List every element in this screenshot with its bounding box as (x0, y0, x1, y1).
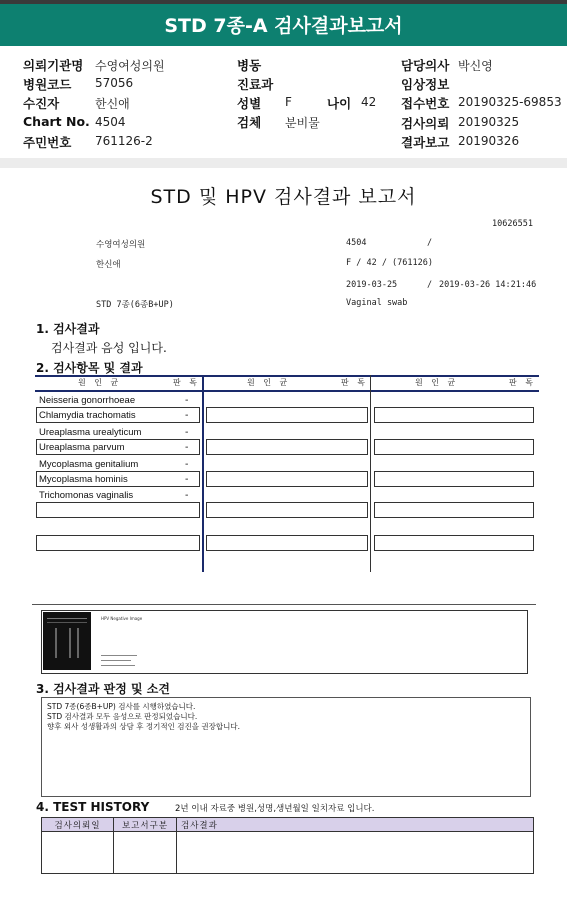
section-3-title: 3. 검사결과 판정 및 소견 (36, 682, 170, 696)
comment-box (41, 697, 531, 797)
hpv-image-thumbnail (43, 612, 91, 670)
empty-row-box (206, 407, 368, 423)
empty-row-box (206, 535, 368, 551)
history-cell (42, 832, 114, 874)
request-value: 20190325 (458, 115, 520, 129)
table-divider-2 (370, 375, 371, 572)
doc-slash: / (427, 238, 433, 248)
empty-row-box (374, 407, 534, 423)
specimen-label: 검체 (237, 115, 262, 130)
section-4-note: 2년 이내 자료중 병원,성명,생년월일 일치자료 입니다. (175, 804, 375, 814)
section-2-title: 2. 검사항목 및 결과 (36, 361, 143, 375)
patient-info-panel (0, 46, 567, 158)
doc-clinic: 수영여성의원 (96, 240, 146, 250)
empty-row-box (374, 439, 534, 455)
specimen-value: 분비물 (285, 116, 320, 130)
receipt-label: 접수번호 (401, 96, 450, 111)
history-header-request-date: 검사의뢰일 (42, 818, 114, 832)
test-name-7: Trichomonas vaginalis (39, 490, 134, 501)
document-id: 10626551 (492, 219, 533, 229)
hospital-code-value: 57056 (95, 76, 134, 90)
dept-label: 진료과 (237, 77, 274, 92)
test-name-4: Ureaplasma parvum (39, 442, 125, 453)
section-4-title: 4. TEST HISTORY (36, 800, 150, 814)
th-result-1: 판 독 (173, 378, 200, 387)
doc-patient: 한신애 (96, 260, 121, 270)
report-title-bar (0, 0, 567, 46)
sex-label: 성별 (237, 96, 262, 111)
comment-line-3: 향후 외사 성생활과의 상담 후 정기적인 검진을 권장합니다. (47, 722, 240, 731)
th-result-3: 판 독 (509, 378, 536, 387)
test-history-table (41, 817, 534, 874)
doc-date-to: 2019-03-26 14:21:46 (439, 280, 537, 290)
clinical-label: 임상정보 (401, 77, 450, 92)
ward-label: 병동 (237, 58, 262, 73)
report-date-label: 결과보고 (401, 135, 450, 150)
doc-date-sep: / (427, 280, 433, 290)
th-item-1: 원 인 균 (78, 378, 122, 387)
document-title: STD 및 HPV 검사결과 보고서 (150, 186, 417, 208)
test-result-5: - (185, 459, 189, 470)
table-header-line (35, 390, 539, 392)
empty-row-box (374, 471, 534, 487)
institution-value: 수영여성의원 (95, 59, 165, 73)
empty-row-box (36, 502, 200, 518)
ssn-label: 주민번호 (23, 135, 72, 150)
empty-row-box (206, 502, 368, 518)
section-gap (0, 158, 567, 168)
th-result-2: 판 독 (341, 378, 368, 387)
empty-row-box (374, 535, 534, 551)
table-divider-1 (202, 375, 204, 572)
patient-value: 한신애 (95, 97, 130, 111)
doctor-value: 박신영 (458, 59, 493, 73)
age-label: 나이 (327, 96, 352, 111)
history-cell (177, 832, 534, 874)
test-result-4: - (185, 442, 189, 453)
comment-line-1: STD 7종(6종B+UP) 검사를 시행하였습니다. (47, 702, 196, 711)
image-legend-line (101, 660, 131, 661)
test-name-2: Chlamydia trachomatis (39, 410, 136, 421)
empty-row-box (374, 502, 534, 518)
doc-specimen: Vaginal swab (346, 298, 408, 308)
th-item-3: 원 인 균 (415, 378, 459, 387)
test-result-2: - (185, 410, 189, 421)
receipt-value: 20190325-69853 (458, 95, 562, 109)
sex-value: F (285, 95, 292, 109)
report-date-value: 20190326 (458, 134, 520, 148)
comment-line-2: STD 검사결과 모두 음성으로 판정되었습니다. (47, 712, 198, 721)
test-name-3: Ureaplasma urealyticum (39, 427, 142, 438)
patient-label: 수진자 (23, 96, 60, 111)
empty-row-box (206, 471, 368, 487)
doctor-label: 담당의사 (401, 58, 450, 73)
test-name-5: Mycoplasma genitalium (39, 459, 139, 470)
image-caption: HPV Negative Image (101, 616, 143, 621)
doc-sex-age: F / 42 / (761126) (346, 258, 433, 268)
section-1-title: 1. 검사결과 (36, 322, 100, 336)
chart-value: 4504 (95, 115, 126, 129)
request-label: 검사의뢰 (401, 116, 450, 131)
age-value: 42 (361, 95, 377, 109)
test-name-6: Mycoplasma hominis (39, 474, 128, 485)
chart-label: Chart No. (23, 114, 90, 129)
th-item-2: 원 인 균 (247, 378, 291, 387)
image-legend-line (101, 665, 135, 666)
empty-row-box (206, 439, 368, 455)
doc-chart-no: 4504 (346, 238, 367, 248)
test-result-6: - (185, 474, 189, 485)
table-row (42, 832, 534, 874)
test-result-1: - (185, 395, 189, 406)
empty-row-box (36, 535, 200, 551)
ssn-value: 761126-2 (95, 134, 153, 148)
history-header-result: 검사결과 (177, 818, 534, 832)
doc-test-name: STD 7종(6종B+UP) (96, 300, 174, 310)
test-name-1: Neisseria gonorrhoeae (39, 395, 136, 406)
section-1-text: 검사결과 음성 입니다. (51, 341, 167, 355)
history-cell (114, 832, 177, 874)
institution-label: 의뢰기관명 (23, 58, 84, 73)
hospital-code-label: 병원코드 (23, 77, 72, 92)
test-result-3: - (185, 427, 189, 438)
history-header-report-type: 보고서구분 (114, 818, 177, 832)
doc-date-from: 2019-03-25 (346, 280, 398, 290)
image-legend-line (101, 655, 137, 656)
report-title: STD 7종-A 검사결과보고서 (164, 15, 403, 37)
test-result-7: - (185, 490, 189, 501)
image-top-line (32, 604, 536, 605)
